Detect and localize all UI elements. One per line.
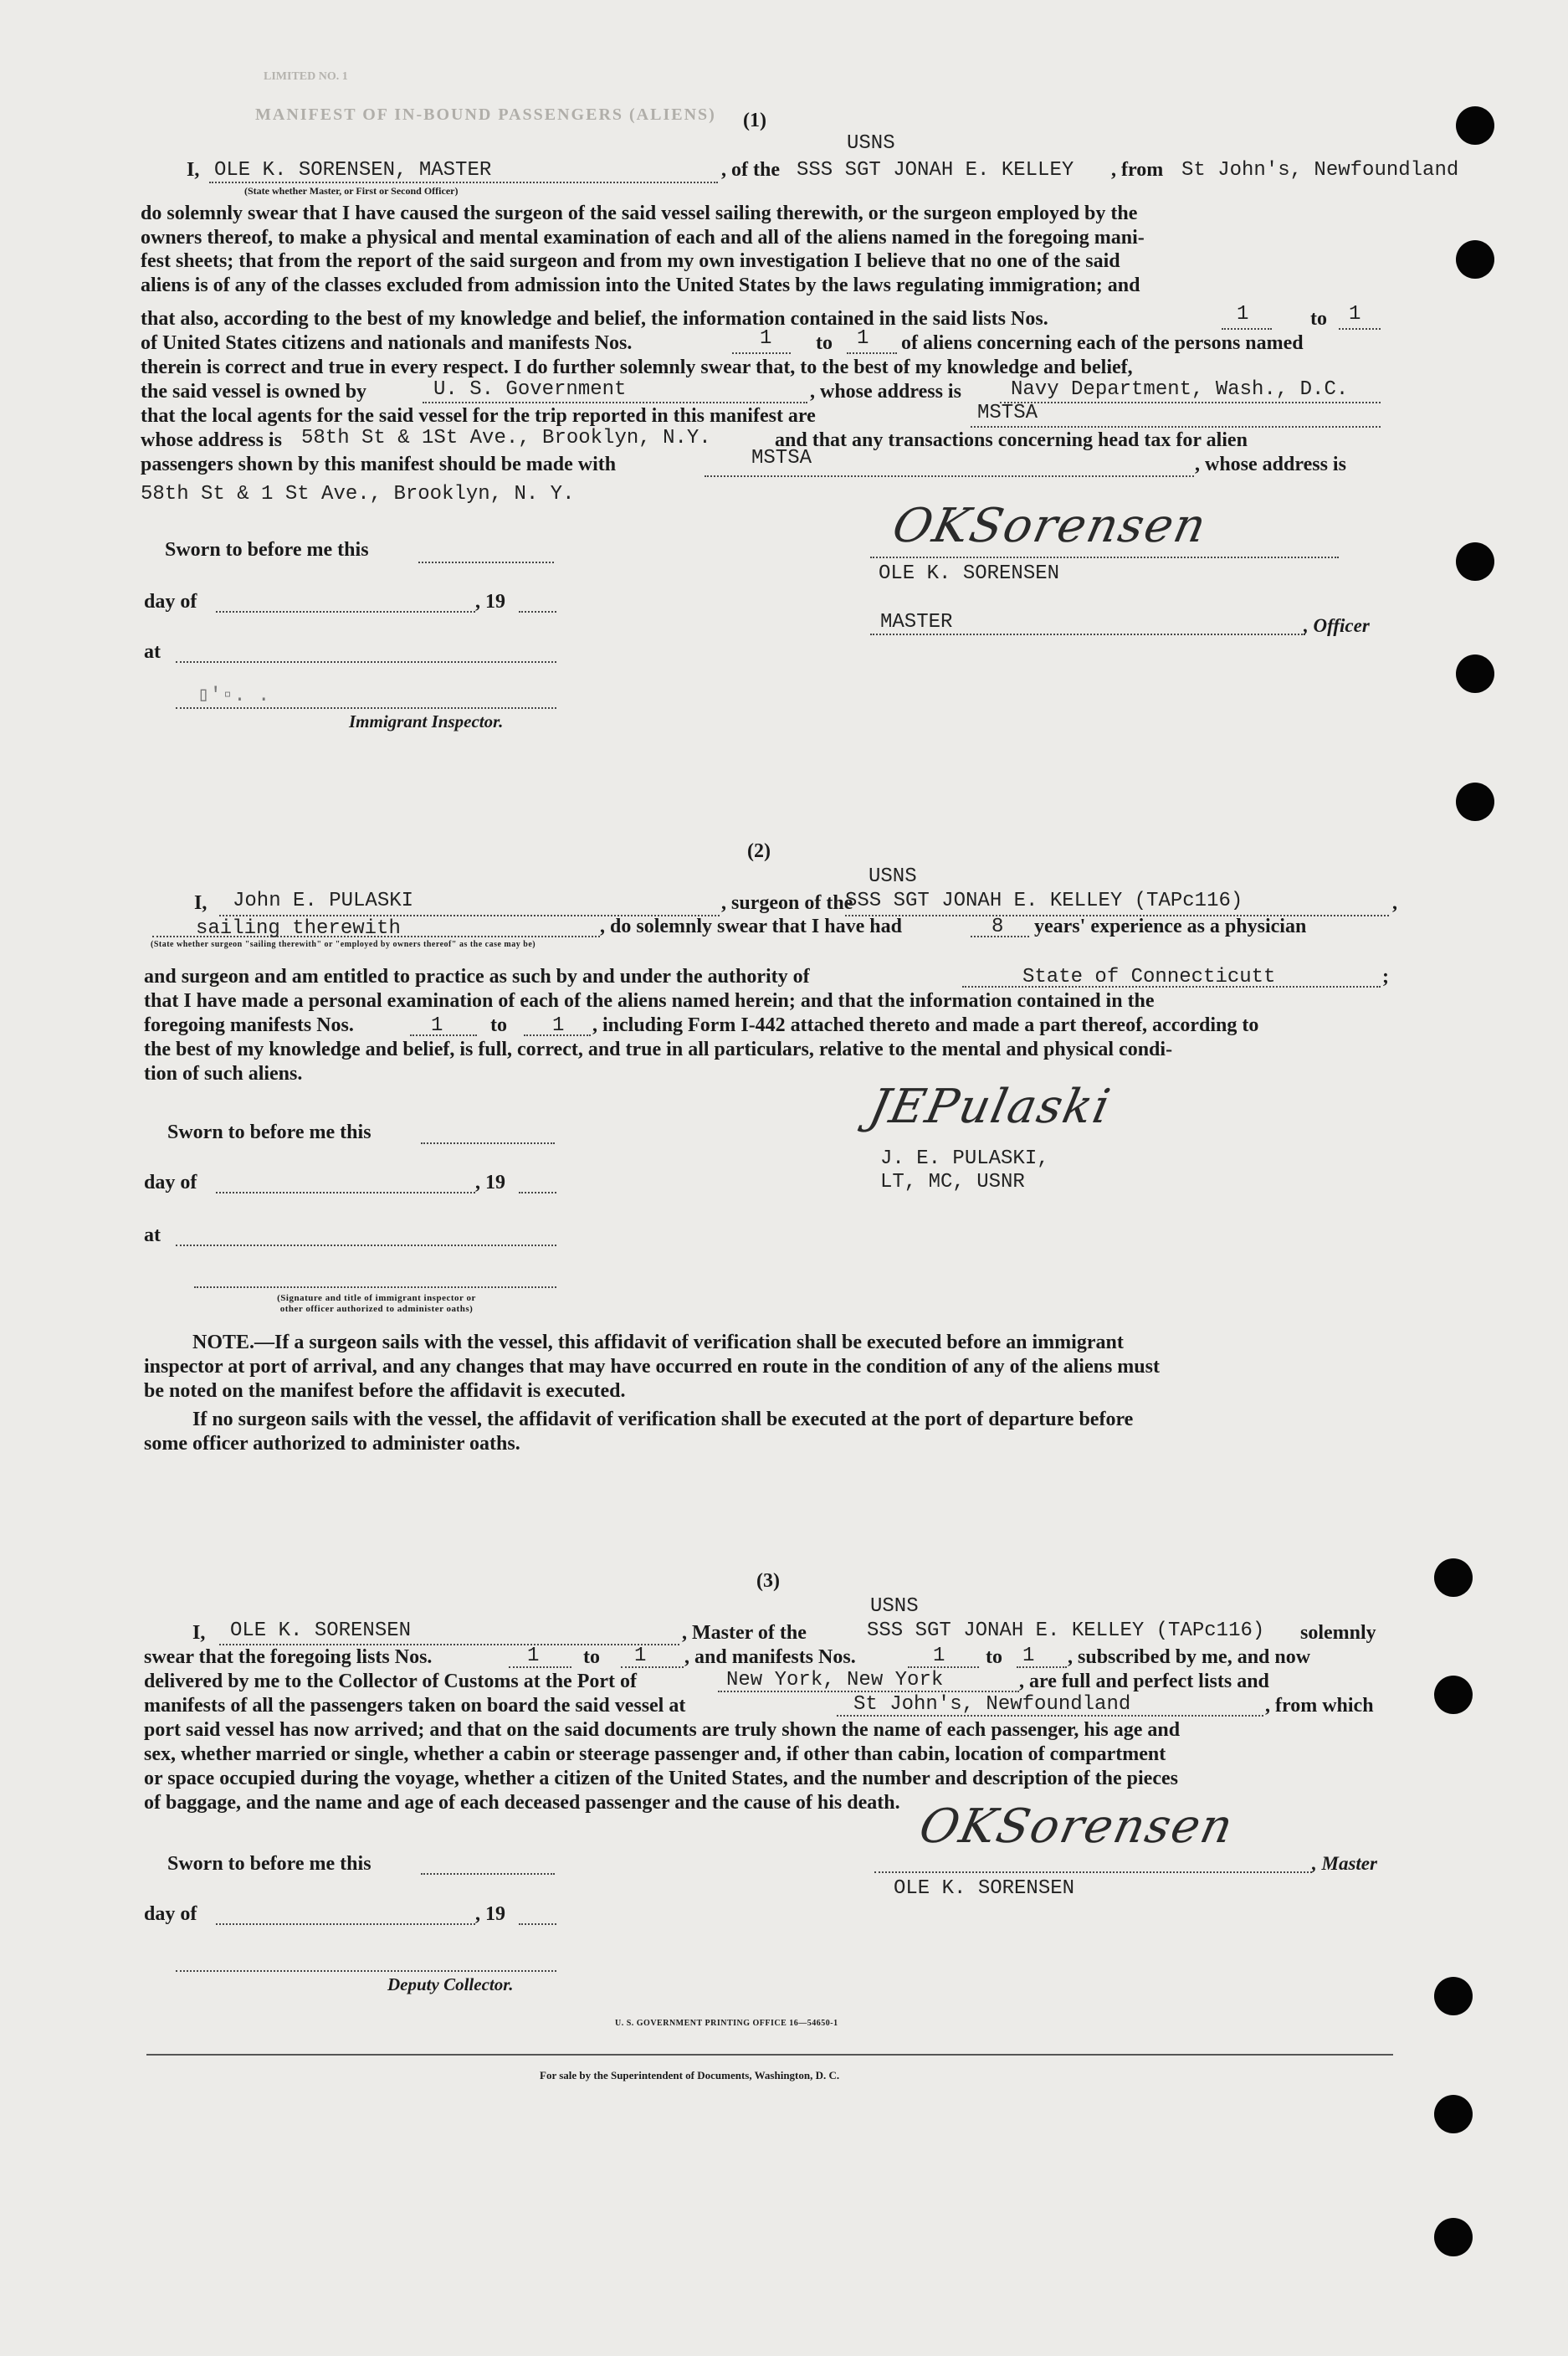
note-line: If no surgeon sails with the vessel, the affidavit of verification shall be executed at the port of departure before bbox=[192, 1409, 1134, 1430]
vessel-name-field: SSS SGT JONAH E. KELLEY bbox=[797, 159, 1074, 182]
oath-line: , whose address is bbox=[1195, 454, 1346, 475]
typed-surgeon-name: J. E. PULASKI, bbox=[880, 1147, 1049, 1170]
fill-line bbox=[410, 1034, 477, 1036]
oath-line: , whose address is bbox=[810, 381, 961, 403]
manifest-from-field: 1 bbox=[933, 1645, 945, 1667]
semicolon: ; bbox=[1382, 966, 1389, 988]
fill-line bbox=[509, 1666, 571, 1668]
fill-line bbox=[216, 611, 475, 613]
label-i: I, bbox=[194, 892, 208, 914]
fill-line bbox=[1339, 328, 1381, 330]
fill-line bbox=[971, 936, 1029, 937]
oath-line: or space occupied during the voyage, whether a citizen of the United States, and the number and description of the pieces bbox=[144, 1768, 1178, 1789]
label-solemnly: solemnly bbox=[1300, 1622, 1376, 1644]
fill-line bbox=[621, 1666, 684, 1668]
gpo-imprint: U. S. GOVERNMENT PRINTING OFFICE 16—54650-1 bbox=[615, 2019, 838, 2028]
oath-line: of United States citizens and nationals and manifests Nos. bbox=[141, 332, 633, 354]
manifest-to-field: 1 bbox=[1022, 1645, 1035, 1667]
note-line: be noted on the manifest before the affidavit is executed. bbox=[144, 1380, 626, 1402]
fill-line bbox=[216, 1923, 475, 1925]
fill-line bbox=[421, 1873, 555, 1875]
oath-line: the said vessel is owned by bbox=[141, 381, 367, 403]
fill-line bbox=[176, 1970, 556, 1972]
manifest-to-field: 1 bbox=[857, 327, 869, 350]
note-line: some officer authorized to administer oaths. bbox=[144, 1433, 520, 1455]
oath-line: , including Form I-442 attached thereto and made a part thereof, according to bbox=[592, 1014, 1259, 1036]
fill-line bbox=[962, 986, 1381, 988]
fill-line bbox=[216, 1192, 475, 1193]
year-label: , 19 bbox=[475, 1172, 505, 1193]
master-label: , Master bbox=[1312, 1853, 1377, 1874]
fill-line bbox=[732, 352, 791, 354]
oath-line: the best of my knowledge and belief, is full, correct, and true in all particulars, relative to the mental and physical condi- bbox=[144, 1039, 1173, 1060]
oath-line: foregoing manifests Nos. bbox=[144, 1014, 354, 1036]
agent-address-field: 58th St & 1St Ave., Brooklyn, N.Y. bbox=[301, 427, 711, 449]
oath-line: , and manifests Nos. bbox=[684, 1646, 856, 1668]
punch-hole bbox=[1456, 240, 1494, 279]
oath-line: years' experience as a physician bbox=[1034, 916, 1307, 937]
fill-line bbox=[176, 661, 556, 663]
fill-line bbox=[194, 1286, 556, 1288]
fill-line bbox=[176, 1245, 556, 1246]
surgeon-name-field: John E. PULASKI bbox=[233, 890, 414, 912]
label-of-the: , of the bbox=[721, 159, 780, 181]
fill-line bbox=[519, 611, 556, 613]
owner-address-field: Navy Department, Wash., D.C. bbox=[1011, 378, 1349, 401]
typed-master-name: OLE K. SORENSEN bbox=[894, 1877, 1075, 1900]
at-label: at bbox=[144, 1224, 161, 1246]
section-number: (3) bbox=[756, 1570, 780, 1592]
oath-line: that also, according to the best of my knowledge and belief, the information contained in the said lists Nos. bbox=[141, 308, 1048, 330]
lists-to-field: 1 bbox=[1349, 303, 1361, 326]
note-text bbox=[192, 1332, 1124, 1354]
at-label: at bbox=[144, 641, 161, 663]
fill-line bbox=[209, 182, 718, 183]
punch-hole bbox=[1456, 654, 1494, 693]
agent-field: MSTSA bbox=[977, 402, 1038, 424]
typed-surgeon-rank: LT, MC, USNR bbox=[880, 1171, 1025, 1193]
year-label: , 19 bbox=[475, 1903, 505, 1925]
fill-line bbox=[176, 707, 556, 709]
oath-line: owners thereof, to make a physical and mental examination of each and all of the aliens named in the foregoing mani- bbox=[141, 226, 1145, 249]
master-name-field: OLE K. SORENSEN, MASTER bbox=[214, 159, 492, 182]
signature-note: other officer authorized to administer oaths) bbox=[279, 1304, 474, 1314]
sworn-label: Sworn to before me this bbox=[167, 1122, 372, 1143]
manifest-from-field: 1 bbox=[760, 327, 772, 350]
fill-line bbox=[418, 562, 554, 563]
arrival-port-field: New York, New York bbox=[726, 1669, 944, 1691]
years-field: 8 bbox=[992, 916, 1004, 938]
usns-label: USNS bbox=[870, 1595, 919, 1618]
label-i: I, bbox=[192, 1622, 206, 1644]
day-of-label: day of bbox=[144, 1903, 197, 1925]
oath-line: sex, whether married or single, whether a cabin or steerage passenger and, if other than cabin, location of compartment bbox=[144, 1743, 1166, 1765]
state-note: (State whether Master, or First or Second Officer) bbox=[244, 185, 459, 197]
stamp-mark: ▯'▫. . bbox=[197, 685, 270, 707]
officer-label: , Officer bbox=[1304, 615, 1370, 636]
oath-line: therein is correct and true in every respect. I do further solemnly swear that, to the best of my knowledge and belief, bbox=[141, 357, 1133, 378]
fill-line bbox=[1000, 402, 1381, 403]
fill-line bbox=[524, 1034, 591, 1036]
oath-line: and surgeon and am entitled to practice as such by and under the authority of bbox=[144, 966, 810, 988]
punch-hole bbox=[1434, 1977, 1473, 2015]
oath-line: , from which bbox=[1265, 1695, 1374, 1717]
surgeon-signature: JEPulaski bbox=[864, 1080, 1116, 1134]
fill-line bbox=[152, 936, 600, 937]
state-note: (State whether surgeon "sailing therewith" or "employed by owners thereof" as the case may be) bbox=[151, 940, 536, 949]
oath-line: delivered by me to the Collector of Customs at the Port of bbox=[144, 1671, 637, 1692]
fill-line bbox=[219, 1644, 679, 1645]
authority-field: State of Connecticutt bbox=[1022, 966, 1276, 988]
punch-hole bbox=[1456, 783, 1494, 821]
oath-line: , subscribed by me, and now bbox=[1068, 1646, 1311, 1668]
oath-line: fest sheets; that from the report of the said surgeon and from my own investigation I believe that no one of the said bbox=[141, 250, 1120, 272]
oath-line: aliens is of any of the classes excluded from admission into the United States by the laws regulating immigration; and bbox=[141, 274, 1140, 296]
bleed-through-text: LIMITED NO. 1 bbox=[264, 70, 348, 83]
inspector-label: Immigrant Inspector. bbox=[349, 711, 504, 731]
fill-line bbox=[971, 426, 1381, 428]
signature-note: (Signature and title of immigrant inspector or bbox=[277, 1293, 476, 1303]
day-of-label: day of bbox=[144, 1172, 197, 1193]
oath-line: of baggage, and the name and age of each deceased passenger and the cause of his death. bbox=[144, 1792, 900, 1814]
note-line: inspector at port of arrival, and any changes that may have occurred en route in the condition of any of the aliens must bbox=[144, 1356, 1160, 1378]
typed-master-name: OLE K. SORENSEN bbox=[879, 562, 1060, 585]
fill-line bbox=[423, 402, 807, 403]
oath-line: of aliens concerning each of the persons named bbox=[901, 332, 1304, 354]
label-to: to bbox=[490, 1014, 507, 1036]
departure-port-field: St John's, Newfoundland bbox=[1181, 159, 1459, 182]
owner-field: U. S. Government bbox=[433, 378, 627, 401]
oath-line: and that any transactions concerning head tax for alien bbox=[775, 429, 1248, 451]
lists-from-field: 1 bbox=[1237, 303, 1249, 326]
fill-line bbox=[519, 1192, 556, 1193]
fill-line bbox=[837, 1715, 1263, 1717]
punch-hole bbox=[1434, 1558, 1473, 1597]
oath-line: whose address is bbox=[141, 429, 282, 451]
punch-hole bbox=[1434, 1676, 1473, 1714]
fill-line bbox=[870, 634, 1305, 635]
label-to: to bbox=[816, 332, 833, 354]
oath-line: , do solemnly swear that I have had bbox=[600, 916, 902, 937]
fill-line bbox=[908, 1666, 979, 1668]
fill-line bbox=[874, 1871, 1312, 1873]
day-of-label: day of bbox=[144, 591, 197, 613]
embark-port-field: St John's, Newfoundland bbox=[853, 1693, 1131, 1716]
oath-line: tion of such aliens. bbox=[144, 1063, 303, 1085]
vessel-name-field: SSS SGT JONAH E. KELLEY (TAPc116) bbox=[867, 1619, 1265, 1642]
master-signature: OKSorensen bbox=[888, 499, 1212, 553]
label-master-of: , Master of the bbox=[682, 1622, 807, 1644]
label-to: to bbox=[583, 1646, 600, 1668]
punch-hole bbox=[1434, 2095, 1473, 2133]
oath-line: swear that the foregoing lists Nos. bbox=[144, 1646, 433, 1668]
oath-line: , are full and perfect lists and bbox=[1019, 1671, 1269, 1692]
fill-line bbox=[1017, 1666, 1067, 1668]
fill-line bbox=[421, 1142, 555, 1144]
for-sale-note: For sale by the Superintendent of Documents, Washington, D. C. bbox=[540, 2069, 840, 2081]
manifest-from-field: 1 bbox=[431, 1014, 443, 1037]
oath-line: do solemnly swear that I have caused the surgeon of the said vessel sailing therewith, or the surgeon employed by the bbox=[141, 203, 1138, 224]
note-label: NOTE. bbox=[192, 1332, 255, 1353]
punch-hole bbox=[1456, 542, 1494, 581]
fill-line bbox=[847, 352, 897, 354]
vessel-name-field: SSS SGT JONAH E. KELLEY (TAPc116) bbox=[845, 890, 1243, 912]
master-signature: OKSorensen bbox=[915, 1799, 1239, 1854]
oath-line: passengers shown by this manifest should be made with bbox=[141, 454, 617, 475]
footer-rule bbox=[146, 2054, 1393, 2056]
bleed-through-text: MANIFEST OF IN-BOUND PASSENGERS (ALIENS) bbox=[255, 105, 716, 124]
label-to: to bbox=[1310, 308, 1327, 330]
oath-line: that I have made a personal examination of each of the aliens named herein; and that the information contained in the bbox=[144, 990, 1155, 1012]
usns-label: USNS bbox=[869, 865, 917, 888]
lists-to-field: 1 bbox=[634, 1645, 647, 1667]
label-to: to bbox=[986, 1646, 1002, 1668]
headtax-agent-field: MSTSA bbox=[751, 447, 812, 470]
typed-master-title: MASTER bbox=[880, 611, 953, 634]
label-surgeon-of: , surgeon of the bbox=[721, 892, 853, 914]
year-label: , 19 bbox=[475, 591, 505, 613]
fill-line bbox=[519, 1923, 556, 1925]
label-from: , from bbox=[1111, 159, 1164, 181]
manifest-to-field: 1 bbox=[552, 1014, 565, 1037]
punch-hole bbox=[1434, 2218, 1473, 2256]
sworn-label: Sworn to before me this bbox=[165, 539, 369, 561]
oath-line: manifests of all the passengers taken on board the said vessel at bbox=[144, 1695, 686, 1717]
fill-line bbox=[870, 557, 1339, 558]
note-line: —If a surgeon sails with the vessel, this affidavit of verification shall be executed before an immigrant bbox=[254, 1332, 1124, 1353]
fill-line bbox=[718, 1691, 1019, 1692]
sworn-label: Sworn to before me this bbox=[167, 1853, 372, 1875]
fill-line bbox=[1222, 328, 1272, 330]
label-i: I, bbox=[187, 159, 200, 181]
oath-line: port said vessel has now arrived; and that on the said documents are truly shown the name of each passenger, his age and bbox=[144, 1719, 1181, 1741]
lists-from-field: 1 bbox=[527, 1645, 540, 1667]
fill-line bbox=[705, 475, 1194, 477]
deputy-collector-label: Deputy Collector. bbox=[387, 1974, 514, 1994]
master-name-field: OLE K. SORENSEN bbox=[230, 1619, 412, 1642]
section-number: (2) bbox=[747, 840, 771, 862]
section-number: (1) bbox=[743, 110, 766, 131]
comma: , bbox=[1392, 892, 1397, 914]
headtax-address-field: 58th St & 1 St Ave., Brooklyn, N. Y. bbox=[141, 483, 575, 506]
oath-paragraph bbox=[141, 202, 1387, 297]
sailing-field: sailing therewith bbox=[196, 917, 401, 940]
usns-label: USNS bbox=[847, 132, 895, 155]
punch-hole bbox=[1456, 106, 1494, 145]
oath-line: that the local agents for the said vessel for the trip reported in this manifest are bbox=[141, 405, 816, 427]
